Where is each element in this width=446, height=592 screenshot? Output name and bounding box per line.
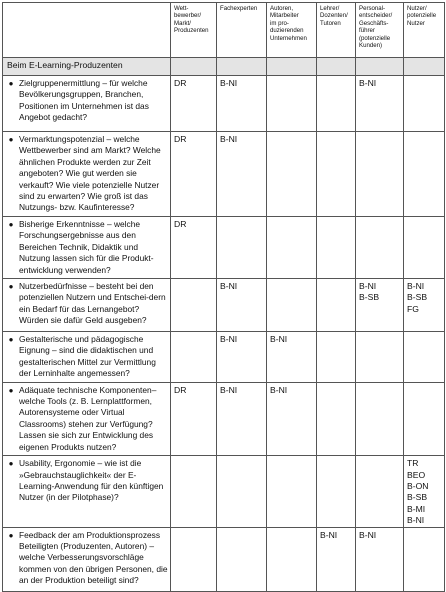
question-cell <box>3 279 171 332</box>
method-code: B-NI <box>359 529 377 540</box>
table-row <box>3 279 445 332</box>
method-cell <box>356 132 404 217</box>
header-line: Dozenten/ <box>320 12 348 20</box>
question-text: Gestalterische und pädagogische Eignung – sind die didaktischen und gestalterischen Mittel zur Vermittlung der Lerninhalte angemessen? <box>19 334 156 379</box>
header-decision-makers <box>356 3 404 58</box>
method-cell <box>404 527 445 591</box>
question-cell <box>3 527 171 591</box>
header-line: potenzielle <box>407 12 437 20</box>
question-text: Nutzerbedürfnisse – besteht bei den potenziellen Nutzern und Entschei-dern ein Bedarf für das Lernangebot? Würden sie dafür Geld ausgeben? <box>19 281 166 326</box>
question-cell <box>3 332 171 383</box>
question-text: Feedback der am Produktionsprozess Beteiligten (Produzenten, Autoren) – welche Verbesserungsvorschläge kommen von den übrigen Personen, die an der Produktion beteiligt sind? <box>19 529 168 586</box>
table-row <box>3 76 445 132</box>
bullet-icon: ● <box>8 220 14 229</box>
bullet-icon: ● <box>8 135 14 144</box>
header-line: Markt/ <box>174 19 191 27</box>
header-line: Lehrer/ <box>320 5 340 12</box>
method-code: BEO <box>407 469 426 480</box>
method-cell <box>267 132 317 217</box>
method-cell <box>267 279 317 332</box>
section-blank-cell <box>267 58 317 76</box>
method-code: B-SB <box>407 492 428 503</box>
section-blank-cell <box>317 58 356 76</box>
header-line: duzierenden <box>270 27 304 35</box>
bullet-icon: ● <box>8 459 14 469</box>
header-line: Autoren, <box>270 5 294 12</box>
method-code: B-NI <box>407 515 425 526</box>
method-code: DR <box>174 384 187 395</box>
method-code: DR <box>174 78 187 88</box>
method-code: TR <box>407 458 419 469</box>
section-title: Beim E-Learning-Produzenten <box>3 58 171 76</box>
header-line: Unternehmen <box>270 34 307 42</box>
method-cell <box>217 456 267 527</box>
method-code: B-NI <box>220 281 238 292</box>
method-cell <box>217 279 267 332</box>
table-row <box>3 456 445 527</box>
method-code: B-ON <box>407 480 429 491</box>
header-authors <box>267 3 317 58</box>
question-cell <box>3 382 171 455</box>
method-cell <box>171 217 217 279</box>
method-code: B-NI <box>220 334 238 345</box>
method-cell <box>404 456 445 527</box>
method-cell <box>356 76 404 132</box>
method-cell <box>171 279 217 332</box>
section-blank-cell <box>217 58 267 76</box>
method-cell <box>267 217 317 279</box>
question-text: Usability, Ergonomie – wie ist die »Gebrauchstauglichkeit« der E-Learning-Anwendung für den künftigen Nutzer (in der Pilotphase)? <box>19 458 164 503</box>
method-cell <box>356 382 404 455</box>
bullet-icon: ● <box>8 530 14 540</box>
header-line: führer <box>359 27 375 35</box>
header-row <box>3 3 445 58</box>
method-code: B-NI <box>220 384 238 395</box>
method-cell <box>217 332 267 383</box>
method-cell <box>317 382 356 455</box>
bullet-icon: ● <box>8 385 14 395</box>
section-blank-cell <box>356 58 404 76</box>
header-teachers <box>317 3 356 58</box>
question-cell <box>3 76 171 132</box>
method-cell <box>217 76 267 132</box>
method-cell <box>267 456 317 527</box>
header-line: Fachexperten <box>220 5 258 12</box>
header-line: Personal- <box>359 5 386 12</box>
header-line: Tutoren <box>320 19 341 27</box>
method-cell <box>356 217 404 279</box>
header-competitors <box>171 3 217 58</box>
header-line: Kunden) <box>359 42 383 50</box>
header-line: Mitarbeiter <box>270 12 299 20</box>
header-users <box>404 3 445 58</box>
method-cell <box>404 279 445 332</box>
method-code: B-NI <box>320 529 338 540</box>
table-row <box>3 132 445 217</box>
method-code: B-NI <box>407 281 425 292</box>
method-code: B-NI <box>220 78 238 88</box>
method-code: B-NI <box>270 334 288 345</box>
section-blank-cell <box>404 58 445 76</box>
header-line: Geschäfts- <box>359 19 389 27</box>
method-cell <box>317 76 356 132</box>
method-cell <box>171 76 217 132</box>
question-text: Adäquate technische Komponenten– welche Tools (z. B. Lernplattformen, Autorensysteme oder Virtual Classrooms) stehen zur Verfügung? Lassen sie sich zur Entwicklung des eigenen Produkts nutzen? <box>19 384 157 452</box>
method-code: B-SB <box>407 292 428 303</box>
method-cell <box>171 456 217 527</box>
method-cell <box>267 332 317 383</box>
method-cell <box>317 132 356 217</box>
header-blank-cell <box>3 3 171 58</box>
header-line: (potenzielle <box>359 34 391 42</box>
question-text: Zielgruppenermittlung – für welche Bevölkerungsgruppen, Branchen, Positionen im Unternehmen ist das Angebot gedacht? <box>19 78 149 123</box>
method-cell <box>171 332 217 383</box>
method-cell <box>356 332 404 383</box>
header-line: im pro- <box>270 19 289 27</box>
header-line: Produzenten <box>174 27 209 35</box>
question-text: Bisherige Erkenntnisse – welche Forschungsergebnisse aus den Bereichen Technik, Didaktik und Nutzung lassen sich für die Produkt-entwicklung verwenden? <box>19 219 154 275</box>
table-row <box>3 382 445 455</box>
method-cell <box>267 382 317 455</box>
method-cell <box>317 217 356 279</box>
method-cell <box>356 527 404 591</box>
method-cell <box>217 132 267 217</box>
method-code: B-NI <box>359 281 377 292</box>
header-line: Wett- <box>174 5 189 12</box>
method-cell <box>267 76 317 132</box>
method-cell <box>171 132 217 217</box>
method-code: B-SB <box>359 292 380 303</box>
question-cell <box>3 456 171 527</box>
evaluation-matrix-table <box>2 2 445 592</box>
method-cell <box>217 527 267 591</box>
header-line: entscheider/ <box>359 12 393 20</box>
header-line: bewerber/ <box>174 12 202 20</box>
method-cell <box>171 527 217 591</box>
question-cell <box>3 217 171 279</box>
header-line: Nutzer/ <box>407 5 427 12</box>
bullet-icon: ● <box>8 79 14 88</box>
section-row <box>3 58 445 76</box>
method-code: DR <box>174 134 187 144</box>
method-code: B-MI <box>407 503 426 514</box>
section-blank-cell <box>171 58 217 76</box>
bullet-icon: ● <box>8 335 14 345</box>
bullet-icon: ● <box>8 282 14 292</box>
method-cell <box>404 76 445 132</box>
method-cell <box>267 527 317 591</box>
method-code: B-NI <box>220 134 238 144</box>
table-row <box>3 217 445 279</box>
method-code: B-NI <box>359 78 377 88</box>
header-line: Nutzer <box>407 19 425 27</box>
method-code: FG <box>407 303 419 314</box>
method-code: DR <box>174 219 187 229</box>
question-cell <box>3 132 171 217</box>
method-cell <box>171 382 217 455</box>
method-cell <box>317 527 356 591</box>
method-cell <box>317 456 356 527</box>
method-cell <box>217 382 267 455</box>
table-row <box>3 527 445 591</box>
table-row <box>3 332 445 383</box>
method-cell <box>317 279 356 332</box>
method-cell <box>317 332 356 383</box>
method-cell <box>404 332 445 383</box>
method-code: B-NI <box>270 384 288 395</box>
method-cell <box>217 217 267 279</box>
method-cell <box>356 456 404 527</box>
method-cell <box>404 217 445 279</box>
method-cell <box>356 279 404 332</box>
method-cell <box>404 132 445 217</box>
question-text: Vermarktungspotenzial – welche Wettbewerber sind am Markt? Welche ähnlichen Produkte werden zur Zeit angeboten? Wie gut werden sie verkauft? Wie viele potenzielle Nutzer sind zu erwarten? Wie groß ist das Nutzungs- bzw. Kaufinteresse? <box>19 134 161 213</box>
method-cell <box>404 382 445 455</box>
header-experts <box>217 3 267 58</box>
